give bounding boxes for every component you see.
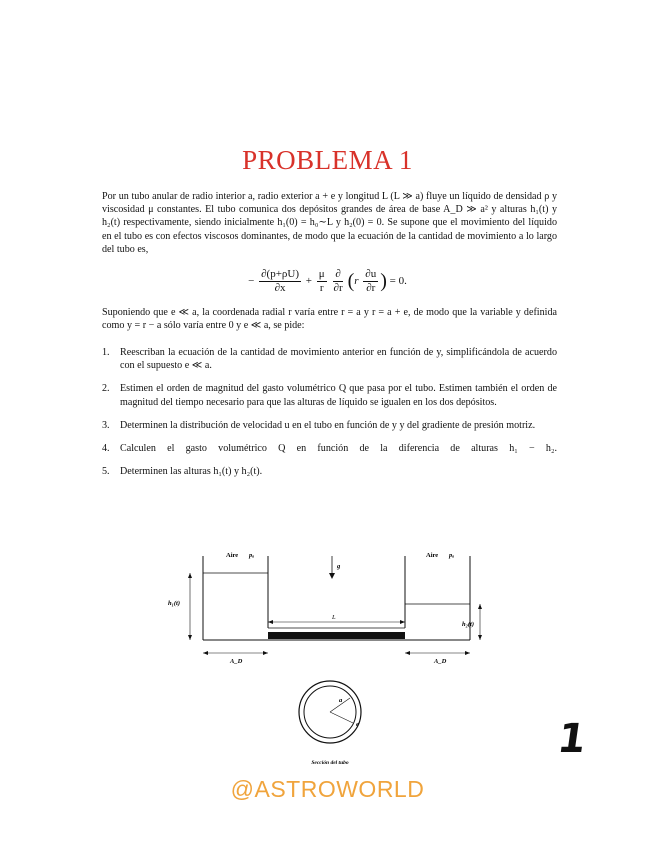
eq-frac-partial-r-num: ∂: [335, 268, 341, 280]
eq-frac-pressure-num: ∂(p+ρU): [261, 268, 300, 280]
eq-paren-close: ): [380, 270, 387, 292]
radius-e-line: [330, 712, 353, 723]
watermark: @ASTROWORLD: [230, 776, 425, 802]
assumption-paragraph: Suponiendo que e ≪ a, la coordenada radial r varía entre r = a y r = a + e, de modo que la variable y definida como y = r − a sólo varía entre 0 y e ≪ a, se pide:: [102, 307, 557, 332]
tank-diagram: [160, 548, 485, 673]
h2-label: h₂(t): [462, 621, 475, 628]
intro-paragraph: Por un tubo anular de radio interior a, radio exterior a + e y longitud L (L ≫ a) fluye un líquido de densidad ρ y viscosidad μ constantes. El tubo comunica dos depósitos grandes de área de base A_D ≫ a² y alturas h₁(t) y h₂(t) respectivamente, siendo inicialmente h₁(0) = h₀∼L y h₂(0) = 0. Se supone que el movimiento del líquido en el tubo es con efectos viscosos dominantes, de modo que la ecuación de la cantidad de movimiento a lo largo del tubo es,: [102, 191, 557, 255]
momentum-equation: [0, 268, 655, 295]
length-label: L: [332, 614, 336, 621]
h1-arrow-bottom: [188, 635, 192, 640]
task-text: Determinen las alturas h₁(t) y h₂(t).: [120, 466, 263, 478]
tube-cross-section: [290, 678, 370, 768]
ad-right-arrow-left: [405, 651, 410, 655]
task-text: Determinen la distribución de velocidad u en el tubo en función de y y del gradiente de presión motriz.: [120, 419, 536, 431]
ad-right-label: A_D: [434, 658, 447, 665]
length-arrow-right: [400, 620, 405, 624]
eq-frac-du-den: ∂r: [366, 282, 376, 294]
task-item-3: [102, 419, 557, 432]
task-item-4: [102, 442, 557, 455]
ad-right-arrow-right: [465, 651, 470, 655]
eq-r: r: [354, 275, 359, 288]
task-item-1: [102, 346, 557, 372]
thickness-e-label: e: [356, 721, 359, 728]
task-number: 5.: [102, 466, 110, 478]
h1-arrow-top: [188, 573, 192, 578]
task-number: 4.: [102, 443, 110, 455]
eq-paren-open: (: [347, 270, 355, 292]
pa-label-left: pₐ: [249, 552, 255, 559]
h2-arrow-top: [478, 604, 482, 609]
task-item-5: [102, 465, 557, 478]
ad-left-arrow-left: [203, 651, 208, 655]
task-text: Reescriban la ecuación de la cantidad de movimiento anterior en función de y, simplificándola de acuerdo con el supuesto e ≪ a.: [120, 347, 557, 372]
task-text: Estimen el orden de magnitud del gasto volumétrico Q que pasa por el tubo. Estimen también el orden de magnitud del tiempo necesario para que las alturas de líquido se igualen en los dos depósitos.: [120, 383, 557, 408]
pa-label-right: pₐ: [449, 552, 455, 559]
eq-plus: +: [305, 275, 312, 288]
annular-tube: [268, 632, 405, 639]
eq-frac-mu-num: μ: [318, 268, 325, 280]
task-text: Calculen el gasto volumétrico Q en función de la diferencia de alturas h₁ − h₂.: [120, 443, 557, 455]
h1-label: h₁(t): [168, 600, 181, 607]
ad-left-label: A_D: [230, 658, 243, 665]
eq-frac-partial-r: [333, 268, 342, 295]
section-caption: Sección del tubo: [311, 760, 349, 766]
eq-frac-du: [363, 268, 378, 295]
h2-arrow-bottom: [478, 635, 482, 640]
eq-equals-zero: = 0.: [389, 275, 407, 288]
eq-frac-pressure: [259, 268, 301, 295]
radius-a-label: a: [339, 697, 343, 704]
ad-left-arrow-right: [263, 651, 268, 655]
gravity-arrow-head: [329, 573, 335, 579]
eq-frac-mu: [317, 268, 327, 295]
problem-title: PROBLEMA 1: [242, 145, 413, 175]
eq-frac-pressure-den: ∂x: [274, 282, 286, 294]
handwritten-page-number: 1: [554, 716, 590, 762]
task-item-2: [102, 382, 557, 408]
gravity-label: g: [337, 563, 341, 570]
task-number: 1.: [102, 347, 110, 358]
air-label-left: Aire: [226, 552, 239, 559]
length-arrow-left: [268, 620, 273, 624]
eq-frac-du-num: ∂u: [365, 268, 377, 280]
task-list: [102, 346, 557, 488]
air-label-right: Aire: [426, 552, 439, 559]
task-number: 2.: [102, 383, 110, 395]
eq-minus: −: [248, 275, 255, 288]
eq-frac-partial-r-den: ∂r: [333, 282, 343, 294]
task-number: 3.: [102, 419, 110, 431]
eq-frac-mu-den: r: [319, 282, 324, 294]
